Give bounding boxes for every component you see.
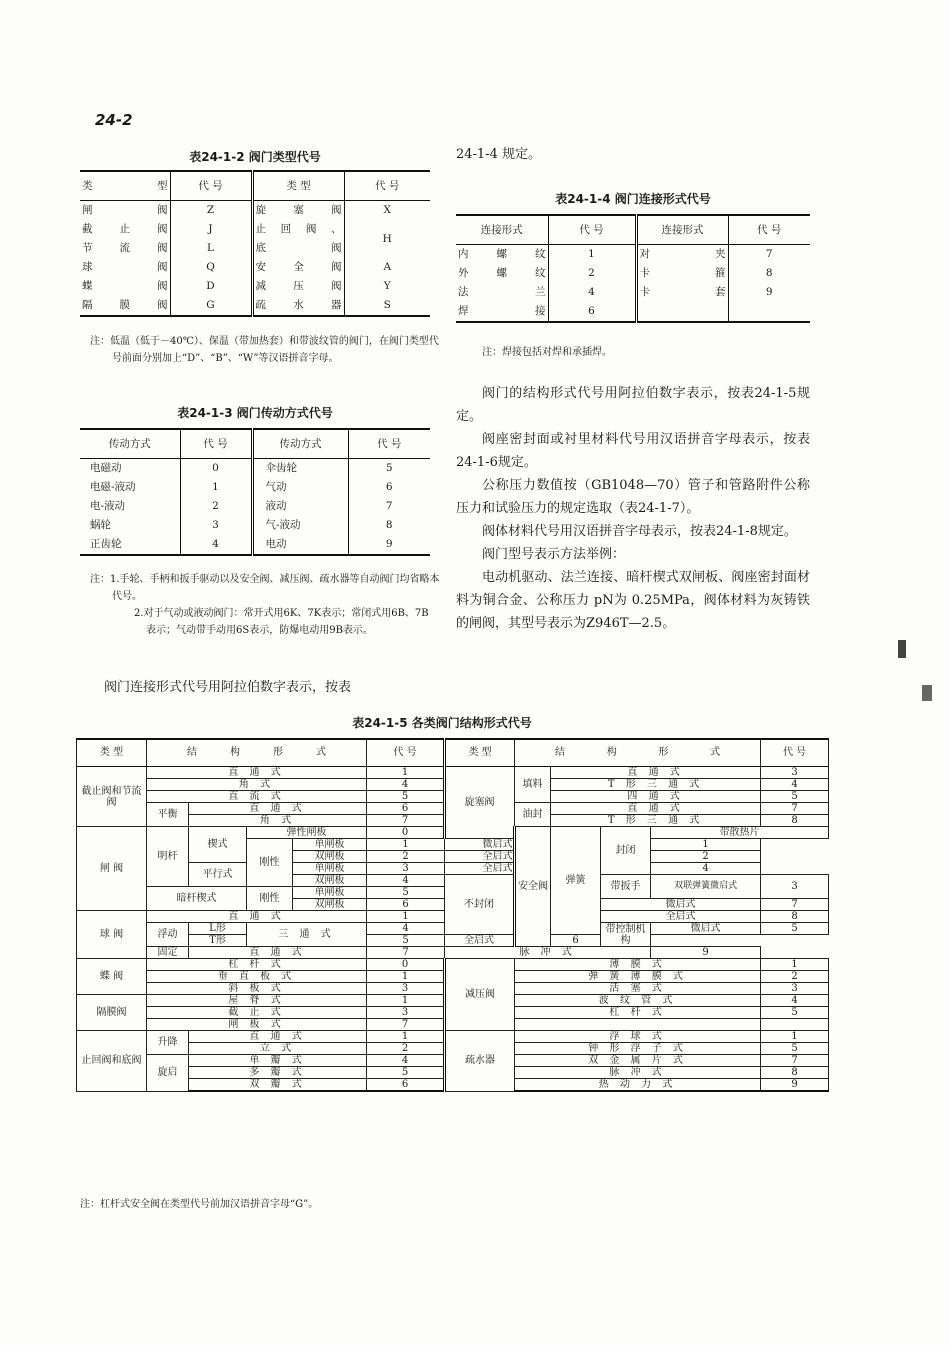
cell: 7 — [728, 245, 810, 265]
cell: 闸 阀 — [82, 204, 168, 216]
cell: 电磁-液动 — [90, 481, 136, 493]
cell: 9 — [728, 283, 810, 302]
code-cell: 9 — [651, 947, 761, 959]
type-cell: 疏水器 — [445, 1031, 515, 1092]
form-cell: 直 通 式 — [551, 767, 761, 779]
table2-header: 类 型 — [80, 171, 170, 201]
type-cell: 蝶 阀 — [77, 959, 147, 995]
cell: 2 — [548, 264, 636, 283]
form-cell: 立 式 — [189, 1043, 367, 1055]
cell: Z — [170, 201, 252, 221]
cell: 减压阀 — [252, 277, 344, 296]
type-cell: 止回阀和底阀 — [77, 1031, 147, 1092]
right-paragraph-start: 24-1-4 规定。 — [456, 147, 542, 162]
code-cell: 7 — [761, 803, 829, 815]
table4-header: 连接形式 — [456, 215, 548, 245]
code-cell: 3 — [367, 1007, 445, 1019]
cell: 0 — [180, 459, 252, 479]
cell: 止回阀、 — [252, 220, 344, 239]
paragraph: 公称压力数值按（GB1048—70）管子和管路附件公称压力和试验压力的规定选取（表24-1-7）。 — [456, 478, 810, 516]
code-cell: 2 — [761, 971, 829, 983]
form-cell: 斜 板 式 — [147, 983, 367, 995]
margin-mark — [898, 640, 906, 658]
code-cell: 3 — [761, 875, 829, 899]
form-cell: L形 — [189, 923, 247, 935]
form-cell: 单 瓣 式 — [189, 1055, 367, 1067]
code-cell: 7 — [761, 1055, 829, 1067]
form-cell: 带扳手 — [601, 875, 651, 899]
table2-header: 类 型 — [252, 171, 344, 201]
cell: 4 — [180, 535, 252, 555]
form-cell: 弹性闸板 — [247, 827, 367, 839]
cell: Y — [344, 277, 430, 296]
code-cell: 5 — [367, 887, 445, 899]
code-cell: 6 — [367, 899, 445, 911]
code-cell: 8 — [761, 911, 829, 923]
form-cell: 填料 — [515, 767, 551, 803]
table5-header: 代 号 — [367, 739, 445, 767]
code-cell: 7 — [367, 1019, 445, 1031]
cell: 卡 箍 — [636, 264, 728, 283]
paragraph: 阀座密封面或衬里材料代号用汉语拼音字母表示，按表24-1-6规定。 — [456, 432, 810, 470]
table3-note-1: 注：1.手轮、手柄和扳手驱动以及安全阀、减压阀、疏水器等自动阀门均省略本代号。 — [90, 574, 440, 602]
cell: 焊 接 — [456, 302, 548, 322]
table2-header: 代 号 — [170, 171, 252, 201]
form-cell: 微启式 — [651, 923, 761, 935]
cell: 节流阀 — [82, 242, 168, 254]
form-cell: 钟 形 浮 子 式 — [515, 1043, 761, 1055]
code-cell: 5 — [761, 1043, 829, 1055]
form-cell: 垂 直 板 式 — [147, 971, 367, 983]
cell: 旋塞阀 — [252, 201, 344, 221]
code-cell: 2 — [367, 851, 445, 863]
code-cell: 1 — [367, 1031, 445, 1043]
cell: 蜗轮 — [90, 519, 111, 531]
code-cell: 5 — [367, 1067, 445, 1079]
cell: L — [170, 239, 252, 258]
form-cell: 波 纹 管 式 — [515, 995, 761, 1007]
form-cell: 暗杆楔式 — [147, 887, 247, 911]
form-cell: 明杆 — [147, 827, 189, 887]
table-row — [80, 459, 430, 479]
cell: 6 — [548, 302, 636, 322]
cell: 外螺纹 — [458, 267, 546, 279]
code-cell — [761, 1019, 829, 1031]
form-cell: 带散热片 — [651, 827, 829, 839]
table-row — [80, 220, 430, 239]
table3-header: 代 号 — [348, 429, 430, 459]
form-cell: 双联弹簧微启式 — [651, 875, 761, 899]
code-cell: 5 — [761, 923, 829, 935]
form-cell: 全启式 — [445, 863, 551, 875]
cell: 对 夹 — [636, 245, 728, 265]
cell: 法 兰 — [458, 286, 546, 298]
table3-caption: 表24-1-3 阀门传动方式代号 — [177, 406, 333, 420]
cell: 截止阀 — [82, 223, 168, 235]
code-cell: 1 — [367, 995, 445, 1007]
table2-caption: 表24-1-2 阀门类型代号 — [189, 150, 321, 164]
code-cell: 6 — [367, 803, 445, 815]
form-cell: 微启式 — [445, 839, 551, 851]
form-cell: 旋启 — [147, 1055, 189, 1092]
code-cell: 4 — [367, 875, 445, 887]
code-cell: 1 — [651, 839, 761, 851]
table3 — [80, 428, 430, 556]
form-cell: 直 通 式 — [147, 767, 367, 779]
form-cell: 直 通 式 — [189, 803, 367, 815]
type-cell: 截止阀和节流阀 — [77, 767, 147, 827]
code-cell: 2 — [367, 1043, 445, 1055]
form-cell: 封闭 — [601, 827, 651, 875]
cell: 安全阀 — [252, 258, 344, 277]
form-cell: 平衡 — [147, 803, 189, 827]
cell: A — [344, 258, 430, 277]
form-cell: 双闸板 — [293, 851, 367, 863]
form-cell: 双 瓣 式 — [189, 1079, 367, 1092]
table5-header: 结 构 形 式 — [147, 739, 367, 767]
table-row — [456, 283, 810, 302]
form-cell: 活 塞 式 — [515, 983, 761, 995]
form-cell: 不封闭 — [445, 875, 515, 935]
cell: 电-液动 — [90, 500, 126, 512]
table3-header: 代 号 — [180, 429, 252, 459]
table5-caption: 表24-1-5 各类阀门结构形式代号 — [352, 716, 532, 730]
code-cell: 6 — [551, 935, 601, 947]
form-cell: 双闸板 — [293, 899, 367, 911]
table-row — [80, 296, 430, 316]
cell: X — [344, 201, 430, 221]
paragraph: 阀门的结构形式代号用阿拉伯数字表示，按表24-1-5规定。 — [456, 386, 810, 424]
form-cell: 双 金 属 片 式 — [515, 1055, 761, 1067]
table3-note-2: 2.对于气动或液动阀门：常开式用6K、7K表示；常闭式用6B、7B表示；气动带手动用6S表示，防爆电动用9B表示。 — [134, 608, 429, 636]
code-cell: 1 — [367, 911, 445, 923]
cell: 1 — [180, 478, 252, 497]
form-cell: 直 通 式 — [189, 1031, 367, 1043]
form-cell: 浮动 — [147, 923, 189, 947]
form-cell: 刚性 — [247, 887, 293, 911]
cell: 8 — [728, 264, 810, 283]
cell: 1 — [548, 245, 636, 265]
table-row — [80, 478, 430, 497]
code-cell: 3 — [761, 767, 829, 779]
paragraph: 阀体材料代号用汉语拼音字母表示，按表24-1-8规定。 — [482, 524, 797, 539]
form-cell: 薄 膜 式 — [515, 959, 761, 971]
cell: 疏水器 — [252, 296, 344, 316]
right-paragraphs — [456, 382, 810, 635]
cell: 4 — [548, 283, 636, 302]
table-row — [456, 264, 810, 283]
table2-note: 注：低温（低于－40℃）、保温（带加热套）和带波纹管的阀门，在阀门类型代号前面分别加上“D”、“B”、“W”等汉语拼音字母。 — [90, 336, 439, 364]
form-cell: 油封 — [515, 803, 551, 827]
form-cell: 单闸板 — [293, 887, 367, 899]
form-cell: 全启式 — [445, 851, 551, 863]
cell — [728, 302, 810, 322]
table3-header: 传动方式 — [252, 429, 348, 459]
table4-header: 连接形式 — [636, 215, 728, 245]
code-cell: 3 — [367, 983, 445, 995]
code-cell: 7 — [761, 899, 829, 911]
table4-caption: 表24-1-4 阀门连接形式代号 — [555, 192, 711, 206]
form-cell: 三 通 式 — [247, 923, 367, 947]
code-cell: 4 — [367, 923, 445, 935]
form-cell: 屋 脊 式 — [147, 995, 367, 1007]
code-cell: 5 — [761, 1007, 829, 1019]
form-cell: 单闸板 — [293, 839, 367, 851]
table-row — [80, 277, 430, 296]
table4 — [456, 214, 810, 323]
cell: 5 — [348, 459, 430, 479]
table2 — [80, 170, 430, 317]
cell: 气-液动 — [252, 516, 348, 535]
form-cell: 直 通 式 — [147, 911, 367, 923]
code-cell: 1 — [367, 767, 445, 779]
cell: 内螺纹 — [458, 248, 546, 260]
form-cell: 直 流 式 — [147, 791, 367, 803]
code-cell: 9 — [761, 1079, 829, 1092]
code-cell: 5 — [761, 791, 829, 803]
code-cell: 1 — [367, 971, 445, 983]
table4-note: 注：焊接包括对焊和承插焊。 — [482, 347, 612, 358]
table-row — [456, 302, 810, 322]
code-cell: 7 — [367, 815, 445, 827]
table-row — [456, 245, 810, 265]
code-cell: 3 — [761, 983, 829, 995]
form-cell: 带控制机构 — [601, 923, 651, 947]
code-cell: 3 — [367, 863, 445, 875]
type-cell: 球 阀 — [77, 911, 147, 959]
type-cell: 隔膜阀 — [77, 995, 147, 1031]
form-cell: T形 — [189, 935, 247, 947]
form-cell: 升降 — [147, 1031, 189, 1055]
code-cell: 4 — [651, 863, 761, 875]
cell: 底 阀 — [252, 239, 344, 258]
cell: G — [170, 296, 252, 316]
code-cell: 0 — [367, 959, 445, 971]
table-row — [80, 516, 430, 535]
table5-header: 代 号 — [761, 739, 829, 767]
code-cell: 7 — [367, 947, 445, 959]
cell: 伞齿轮 — [252, 459, 348, 479]
cell: 液动 — [252, 497, 348, 516]
cell: 正齿轮 — [80, 535, 180, 555]
table-row — [80, 497, 430, 516]
cell: 9 — [348, 535, 430, 555]
code-cell: 0 — [367, 827, 445, 839]
page-number: 24-2 — [95, 111, 133, 129]
table5-header-row — [77, 739, 829, 767]
code-cell: 2 — [651, 851, 761, 863]
cell — [636, 302, 728, 322]
cell: 3 — [180, 516, 252, 535]
form-cell: 杠 杆 式 — [147, 959, 367, 971]
form-cell: 热 动 力 式 — [515, 1079, 761, 1092]
table5-header: 结 构 形 式 — [515, 739, 761, 767]
cell: 卡 套 — [636, 283, 728, 302]
form-cell: 直 通 式 — [189, 947, 367, 959]
table5-note: 注：杠杆式安全阀在类型代号前加汉语拼音字母“G”。 — [80, 1199, 319, 1210]
code-cell: 8 — [761, 1067, 829, 1079]
form-cell: 双闸板 — [293, 875, 367, 887]
paragraph: 阀门型号表示方法举例： — [482, 547, 626, 562]
table5 — [76, 738, 829, 1092]
code-cell: 5 — [367, 791, 445, 803]
form-cell: 楔式 — [189, 827, 247, 863]
table-row — [80, 535, 430, 555]
cell: 电磁动 — [90, 462, 122, 474]
margin-mark — [922, 685, 932, 701]
cell: D — [170, 277, 252, 296]
cell: J — [170, 220, 252, 239]
form-cell: 平行式 — [189, 863, 247, 887]
form-cell: 弹簧 — [551, 827, 601, 935]
code-cell: 6 — [367, 1079, 445, 1092]
cell: 8 — [348, 516, 430, 535]
cell: 气动 — [252, 478, 348, 497]
form-cell: 弹 簧 薄 膜 式 — [515, 971, 761, 983]
code-cell: 4 — [367, 779, 445, 791]
form-cell: 全启式 — [601, 911, 761, 923]
form-cell — [515, 1019, 761, 1031]
type-cell: 旋塞阀 — [445, 767, 515, 839]
form-cell: 闸 板 式 — [147, 1019, 367, 1031]
table5-header: 类 型 — [77, 739, 147, 767]
form-cell: 直 通 式 — [551, 803, 761, 815]
code-cell: 1 — [367, 839, 445, 851]
table4-header: 代 号 — [548, 215, 636, 245]
form-cell: 全启式 — [445, 935, 515, 947]
code-cell: 4 — [761, 995, 829, 1007]
form-cell: T 形 三 通 式 — [551, 815, 761, 827]
type-cell: 安全阀 — [515, 827, 551, 947]
cell: S — [344, 296, 430, 316]
cell: 7 — [348, 497, 430, 516]
type-cell: 减压阀 — [445, 959, 515, 1031]
form-cell: 角 式 — [189, 815, 367, 827]
cell: 隔膜阀 — [80, 296, 170, 316]
table3-header: 传动方式 — [80, 429, 180, 459]
code-cell: 1 — [761, 959, 829, 971]
table4-header: 代 号 — [728, 215, 810, 245]
code-cell: 8 — [761, 815, 829, 827]
cell: 蝶 阀 — [82, 280, 168, 292]
form-cell: 四 通 式 — [551, 791, 761, 803]
form-cell: 固定 — [147, 947, 189, 959]
cell: Q — [170, 258, 252, 277]
form-cell: 角 式 — [147, 779, 367, 791]
cell: 球 阀 — [82, 261, 168, 273]
form-cell: 微启式 — [601, 899, 761, 911]
table5-header: 类 型 — [445, 739, 515, 767]
form-cell: T 形 三 通 式 — [551, 779, 761, 791]
cell: H — [344, 220, 430, 258]
form-cell: 刚性 — [247, 839, 293, 887]
table-row — [80, 258, 430, 277]
cell: 2 — [180, 497, 252, 516]
table-row — [80, 201, 430, 221]
type-cell: 闸 阀 — [77, 827, 147, 911]
form-cell: 截 止 式 — [147, 1007, 367, 1019]
form-cell: 浮 球 式 — [515, 1031, 761, 1043]
paragraph: 电动机驱动、法兰连接、暗杆楔式双闸板、阀座密封面材料为铜合金、公称压力 pN为 0.25MPa，阀体材料为灰铸铁的闸阀，其型号表示为Z946T—2.5。 — [456, 570, 810, 631]
code-cell: 5 — [367, 935, 445, 947]
cell: 电动 — [252, 535, 348, 555]
form-cell: 多 瓣 式 — [189, 1067, 367, 1079]
form-cell: 脉 冲 式 — [445, 947, 651, 959]
form-cell: 脉 冲 式 — [515, 1067, 761, 1079]
code-cell: 1 — [761, 1031, 829, 1043]
code-cell: 4 — [367, 1055, 445, 1067]
left-paragraph-end: 阀门连接形式代号用阿拉伯数字表示，按表 — [104, 680, 352, 695]
table2-header: 代 号 — [344, 171, 430, 201]
cell: 6 — [348, 478, 430, 497]
form-cell: 杠 杆 式 — [515, 1007, 761, 1019]
form-cell: 单闸板 — [293, 863, 367, 875]
code-cell: 4 — [761, 779, 829, 791]
